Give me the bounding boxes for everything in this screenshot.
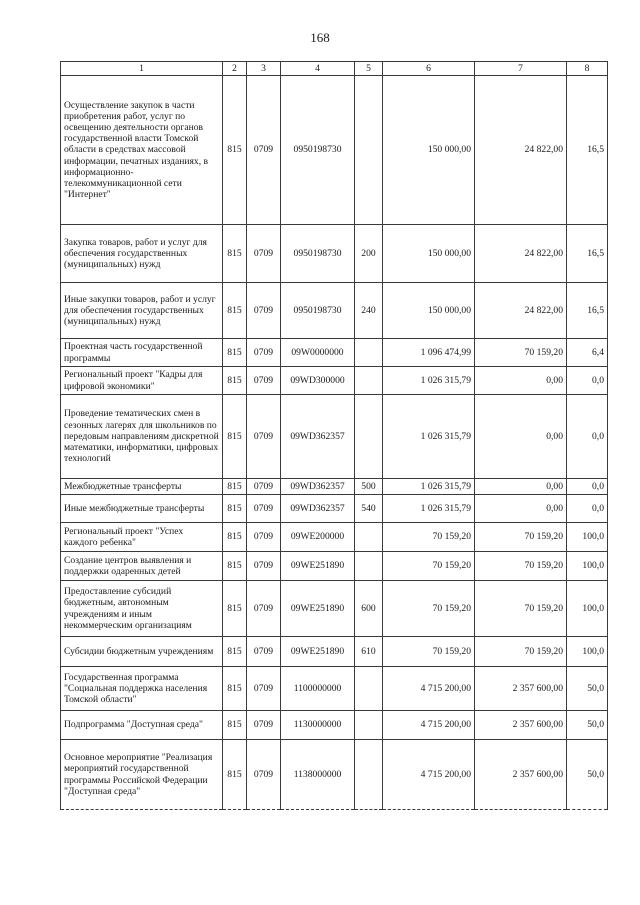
cell-actual: 24 822,00 [475, 283, 567, 339]
cell-planned: 150 000,00 [383, 76, 475, 225]
cell-percent: 0,0 [567, 479, 608, 495]
cell-section-code: 0709 [247, 395, 281, 479]
cell-percent: 16,5 [567, 225, 608, 283]
col-header-1: 1 [61, 62, 223, 76]
cell-admin-code: 815 [223, 225, 247, 283]
cell-target-code: 1100000000 [281, 667, 355, 711]
cell-expense-type: 240 [355, 283, 383, 339]
table-row [61, 479, 608, 495]
cell-admin-code: 815 [223, 581, 247, 637]
cell-section-code: 0709 [247, 637, 281, 667]
cell-planned: 4 715 200,00 [383, 667, 475, 711]
cell-planned: 1 096 474,99 [383, 339, 475, 367]
row-name: Создание центров выявления и поддержки одаренных детей [61, 552, 223, 581]
cell-actual: 0,00 [475, 495, 567, 523]
cell-admin-code: 815 [223, 523, 247, 552]
cell-target-code: 09WE251890 [281, 637, 355, 667]
cell-section-code: 0709 [247, 667, 281, 711]
cell-expense-type [355, 395, 383, 479]
cell-expense-type: 600 [355, 581, 383, 637]
cell-admin-code: 815 [223, 711, 247, 740]
cell-actual: 0,00 [475, 479, 567, 495]
cell-target-code: 0950198730 [281, 283, 355, 339]
cell-planned: 70 159,20 [383, 523, 475, 552]
table-row [61, 637, 608, 667]
cell-expense-type [355, 667, 383, 711]
cell-planned: 70 159,20 [383, 637, 475, 667]
cell-expense-type: 610 [355, 637, 383, 667]
cell-actual: 70 159,20 [475, 339, 567, 367]
cell-planned: 1 026 315,79 [383, 479, 475, 495]
cell-expense-type [355, 523, 383, 552]
col-header-3: 3 [247, 62, 281, 76]
cell-target-code: 09WE200000 [281, 523, 355, 552]
cell-planned: 70 159,20 [383, 581, 475, 637]
cell-section-code: 0709 [247, 76, 281, 225]
cell-section-code: 0709 [247, 740, 281, 810]
col-header-6: 6 [383, 62, 475, 76]
cell-target-code: 09WE251890 [281, 581, 355, 637]
col-header-7: 7 [475, 62, 567, 76]
cell-admin-code: 815 [223, 637, 247, 667]
cell-section-code: 0709 [247, 711, 281, 740]
cell-section-code: 0709 [247, 523, 281, 552]
cell-actual: 0,00 [475, 367, 567, 395]
cell-expense-type: 540 [355, 495, 383, 523]
col-header-5: 5 [355, 62, 383, 76]
cell-percent: 16,5 [567, 76, 608, 225]
table-row [61, 225, 608, 283]
cell-planned: 150 000,00 [383, 283, 475, 339]
cell-percent: 50,0 [567, 711, 608, 740]
cell-percent: 100,0 [567, 637, 608, 667]
cell-percent: 0,0 [567, 367, 608, 395]
cell-percent: 100,0 [567, 581, 608, 637]
cell-section-code: 0709 [247, 367, 281, 395]
page-number: 168 [310, 30, 330, 45]
budget-table [60, 61, 608, 810]
cell-actual: 24 822,00 [475, 76, 567, 225]
cell-planned: 70 159,20 [383, 552, 475, 581]
cell-admin-code: 815 [223, 339, 247, 367]
col-header-8: 8 [567, 62, 608, 76]
row-name: Субсидии бюджетным учреждениям [61, 637, 223, 667]
cell-admin-code: 815 [223, 76, 247, 225]
cell-section-code: 0709 [247, 581, 281, 637]
cell-expense-type [355, 740, 383, 810]
cell-expense-type [355, 552, 383, 581]
cell-target-code: 1130000000 [281, 711, 355, 740]
table-row [61, 552, 608, 581]
table-row [61, 395, 608, 479]
cell-target-code: 0950198730 [281, 225, 355, 283]
cell-admin-code: 815 [223, 495, 247, 523]
cell-section-code: 0709 [247, 339, 281, 367]
cell-expense-type [355, 367, 383, 395]
cell-planned: 1 026 315,79 [383, 495, 475, 523]
table-row [61, 76, 608, 225]
cell-expense-type [355, 339, 383, 367]
table-row [61, 283, 608, 339]
cell-actual: 70 159,20 [475, 523, 567, 552]
cell-target-code: 0950198730 [281, 76, 355, 225]
col-header-2: 2 [223, 62, 247, 76]
table-row [61, 339, 608, 367]
row-name: Подпрограмма "Доступная среда" [61, 711, 223, 740]
cell-planned: 4 715 200,00 [383, 740, 475, 810]
cell-admin-code: 815 [223, 740, 247, 810]
cell-percent: 16,5 [567, 283, 608, 339]
cell-section-code: 0709 [247, 552, 281, 581]
row-name: Проектная часть государственной программы [61, 339, 223, 367]
cell-planned: 150 000,00 [383, 225, 475, 283]
cell-target-code: 09WD300000 [281, 367, 355, 395]
cell-section-code: 0709 [247, 283, 281, 339]
row-name: Проведение тематических смен в сезонных лагерях для школьников по передовым направлениям дискретной математики, информатики, цифровых технологий [61, 395, 223, 479]
cell-actual: 70 159,20 [475, 581, 567, 637]
table-row [61, 667, 608, 711]
col-header-4: 4 [281, 62, 355, 76]
table-row [61, 367, 608, 395]
cell-actual: 2 357 600,00 [475, 740, 567, 810]
cell-expense-type: 200 [355, 225, 383, 283]
cell-actual: 2 357 600,00 [475, 667, 567, 711]
cell-actual: 70 159,20 [475, 637, 567, 667]
cell-target-code: 1138000000 [281, 740, 355, 810]
table-row [61, 581, 608, 637]
cell-percent: 0,0 [567, 495, 608, 523]
cell-percent: 100,0 [567, 552, 608, 581]
header-row [61, 62, 608, 76]
cell-target-code: 09WD362357 [281, 395, 355, 479]
row-name: Региональный проект "Успех каждого ребенка" [61, 523, 223, 552]
cell-expense-type: 500 [355, 479, 383, 495]
cell-actual: 2 357 600,00 [475, 711, 567, 740]
row-name: Государственная программа "Социальная поддержка населения Томской области" [61, 667, 223, 711]
cell-percent: 6,4 [567, 339, 608, 367]
row-name: Региональный проект "Кадры для цифровой экономики" [61, 367, 223, 395]
cell-section-code: 0709 [247, 479, 281, 495]
cell-section-code: 0709 [247, 495, 281, 523]
cell-percent: 50,0 [567, 667, 608, 711]
row-name: Основное мероприятие "Реализация мероприятий государственной программы Российской Федерации "Доступная среда" [61, 740, 223, 810]
cell-expense-type [355, 711, 383, 740]
cell-target-code: 09WE251890 [281, 552, 355, 581]
cell-admin-code: 815 [223, 667, 247, 711]
cell-planned: 1 026 315,79 [383, 395, 475, 479]
cell-planned: 1 026 315,79 [383, 367, 475, 395]
cell-target-code: 09WD362357 [281, 495, 355, 523]
cell-actual: 70 159,20 [475, 552, 567, 581]
cell-admin-code: 815 [223, 283, 247, 339]
cell-planned: 4 715 200,00 [383, 711, 475, 740]
cell-admin-code: 815 [223, 367, 247, 395]
cell-admin-code: 815 [223, 552, 247, 581]
cell-target-code: 09W0000000 [281, 339, 355, 367]
row-name: Закупка товаров, работ и услуг для обеспечения государственных (муниципальных) нужд [61, 225, 223, 283]
table-row [61, 523, 608, 552]
cell-actual: 24 822,00 [475, 225, 567, 283]
cell-target-code: 09WD362357 [281, 479, 355, 495]
cell-section-code: 0709 [247, 225, 281, 283]
cell-admin-code: 815 [223, 395, 247, 479]
row-name: Иные закупки товаров, работ и услуг для обеспечения государственных (муниципальных) нужд [61, 283, 223, 339]
cell-percent: 100,0 [567, 523, 608, 552]
cell-actual: 0,00 [475, 395, 567, 479]
table-row [61, 740, 608, 810]
cell-percent: 50,0 [567, 740, 608, 810]
table-row [61, 495, 608, 523]
cell-admin-code: 815 [223, 479, 247, 495]
row-name: Иные межбюджетные трансферты [61, 495, 223, 523]
cell-percent: 0,0 [567, 395, 608, 479]
table-row [61, 711, 608, 740]
row-name: Предоставление субсидий бюджетным, автономным учреждениям и иным некоммерческим организациям [61, 581, 223, 637]
row-name: Осуществление закупок в части приобретения работ, услуг по освещению деятельности органов государственной власти Томской области в средствах массовой информации, печатных изданиях, в информационно-телекоммуникационной сети "Интернет" [61, 76, 223, 225]
row-name: Межбюджетные трансферты [61, 479, 223, 495]
cell-expense-type [355, 76, 383, 225]
